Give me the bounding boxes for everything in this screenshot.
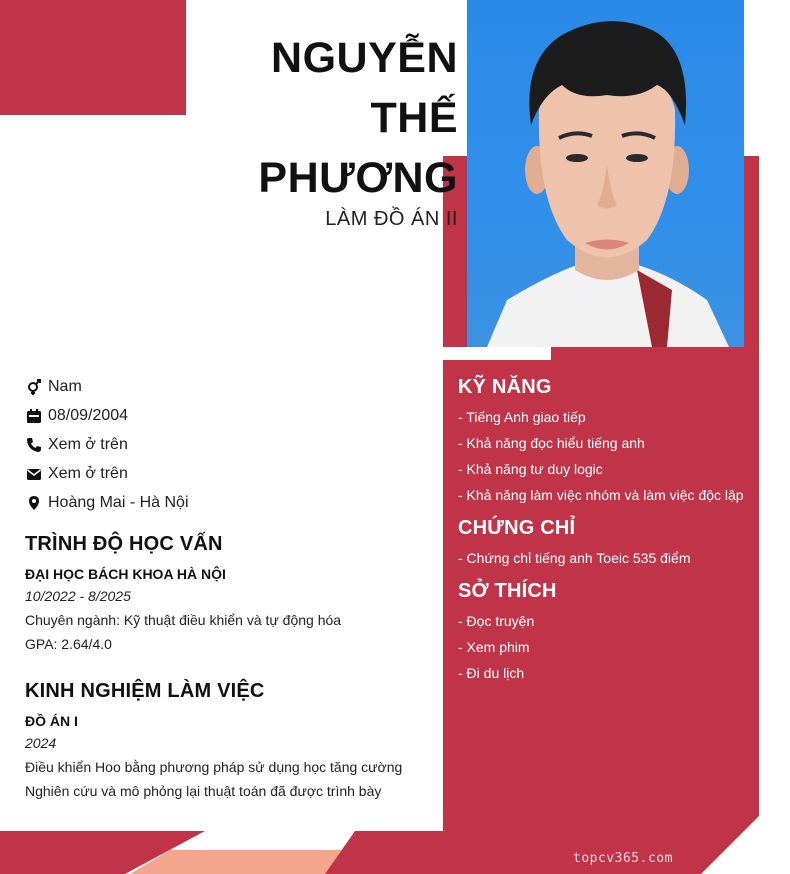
skill-item: - Khả năng tư duy logic [458,461,603,477]
name-line-1: NGUYỄN [271,34,458,82]
certificate-item: - Chứng chỉ tiếng anh Toeic 535 điểm [458,550,691,566]
project-year: 2024 [25,735,57,751]
hobby-item: - Đọc truyện [458,613,535,629]
experience-section [25,680,402,799]
skill-item: - Tiếng Anh giao tiếp [458,409,586,425]
skill-item: - Khả năng làm việc nhóm và làm việc độc lập [458,487,744,503]
education-heading: TRÌNH ĐỘ HỌC VẤN [25,533,223,555]
gender-icon [25,378,43,396]
contact-phone [25,430,189,459]
location-pin-icon [25,494,43,512]
certificates-section [458,517,758,566]
hobby-item: - Xem phim [458,639,530,655]
name-line-3: PHƯƠNG [258,154,458,202]
education-period: 10/2022 - 8/2025 [25,588,131,604]
education-major: Chuyên ngành: Kỹ thuật điều khiển và tự động hóa [25,612,342,628]
birthday-text: 08/09/2004 [48,406,129,424]
decor-top-left-block [0,0,186,115]
candidate-name [258,28,458,208]
watermark: topcv365.com [573,851,673,866]
phone-icon [25,436,43,454]
panel-notch [443,347,551,360]
gender-text: Nam [48,377,82,395]
education-section [25,533,341,652]
hobbies-section [458,580,758,681]
contact-gender [25,372,189,401]
phone-text: Xem ở trên [48,435,128,453]
experience-heading: KINH NGHIỆM LÀM VIỆC [25,680,265,702]
hobby-item: - Đi du lịch [458,665,525,681]
skills-section [458,376,758,503]
profile-photo [467,0,744,347]
email-text: Xem ở trên [48,464,128,482]
name-line-2: THẾ [370,94,458,142]
mail-icon [25,465,43,483]
hobbies-heading: SỞ THÍCH [458,580,557,602]
contact-address [25,488,189,517]
address-text: Hoàng Mai - Hà Nội [48,493,189,511]
job-role: LÀM ĐỒ ÁN II [325,208,458,230]
school-name: ĐẠI HỌC BÁCH KHOA HÀ NỘI [25,566,226,582]
skills-heading: KỸ NĂNG [458,376,552,398]
skill-item: - Khả năng đọc hiểu tiếng anh [458,435,645,451]
contact-birthday [25,401,189,430]
contact-info [25,372,189,517]
experience-line: Điều khiển Hoo bằng phương pháp sử dụng học tăng cường [25,759,403,775]
education-gpa: GPA: 2.64/4.0 [25,636,112,652]
experience-line: Nghiên cứu và mô phỏng lại thuật toán đã được trình bày [25,783,382,799]
decor-bottom-mid [325,831,443,874]
contact-email [25,459,189,488]
calendar-icon [25,407,43,425]
project-name: ĐỒ ÁN I [25,713,78,729]
certificates-heading: CHỨNG CHỈ [458,517,576,539]
